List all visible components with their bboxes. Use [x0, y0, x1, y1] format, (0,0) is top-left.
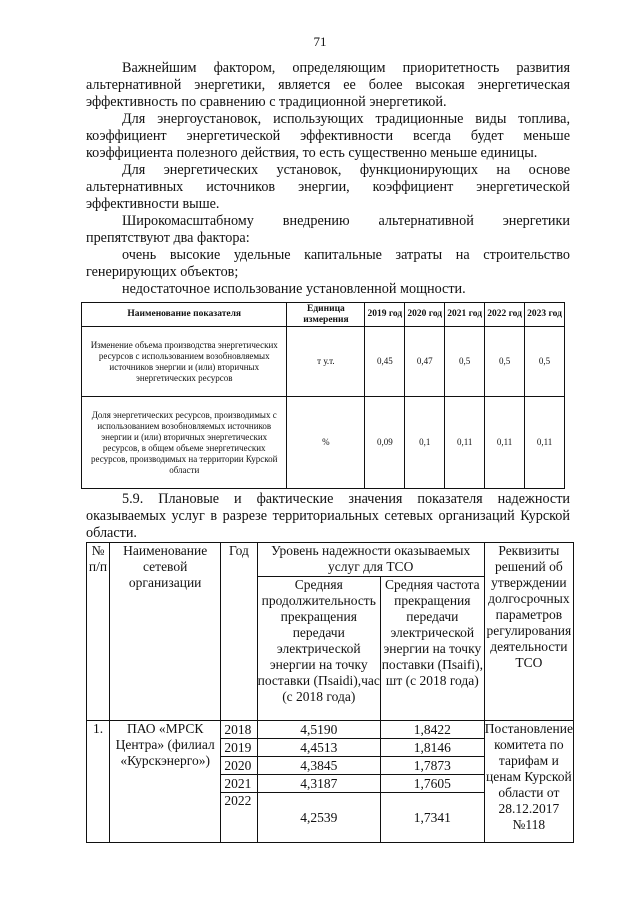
value-2019: 0,09	[365, 397, 405, 489]
year-cell: 2018	[221, 721, 257, 739]
year-cell: 2019	[221, 739, 257, 757]
factor-capital-costs: очень высокие удельные капитальные затраты на строительство генерирующих объектов;	[86, 247, 570, 280]
saidi-value: 4,3845	[257, 757, 380, 775]
value-2023: 0,5	[525, 327, 565, 397]
row-number: 1.	[87, 721, 110, 843]
table-row	[82, 397, 565, 489]
col-saifi: Средняя частота прекращения передачи электрической энергии на точку поставки (Пsaifi), шт (с 2018 года)	[380, 577, 484, 721]
col-reliability-level: Уровень надежности оказываемых услуг для ТСО	[257, 543, 484, 577]
value-2022: 0,5	[485, 327, 525, 397]
value-2021: 0,5	[445, 327, 485, 397]
value-2023: 0,11	[525, 397, 565, 489]
value-2020: 0,47	[405, 327, 445, 397]
col-organization: Наименование сетевой организации	[110, 543, 221, 721]
value-2021: 0,11	[445, 397, 485, 489]
saifi-value: 1,7605	[380, 775, 484, 793]
paragraph-alternative: Для энергетических установок, функционирующих на основе альтернативных источников энергии, коэффициент энергетической эффективности выше.	[86, 162, 570, 212]
organization-name: ПАО «МРСК Центра» (филиал «Курскэнерго»)	[110, 721, 221, 843]
col-year-2020: 2020 год	[405, 303, 445, 327]
col-year-2019: 2019 год	[365, 303, 405, 327]
col-number: № п/п	[87, 543, 110, 721]
saidi-value: 4,5190	[257, 721, 380, 739]
table-header-row	[82, 303, 565, 327]
requisites-text: Постановление комитета по тарифам и ценам Курской области от 28.12.2017 №118	[484, 721, 573, 843]
factors-intro-line2: препятствуют два фактора:	[86, 230, 250, 246]
col-requisites: Реквизиты решений об утверждении долгосрочных параметров регулирования деятельности ТСО	[484, 543, 573, 721]
year-cell: 2021	[221, 775, 257, 793]
indicator-name: Изменение объема производства энергетических ресурсов с использованием возобновляемых источников энергии и (или) вторичных энергетических ресурсов	[82, 327, 287, 397]
table-row	[87, 721, 574, 739]
saifi-value: 1,7873	[380, 757, 484, 775]
indicator-name: Доля энергетических ресурсов, производимых с использованием возобновляемых источников энергии и (или) вторичных энергетических ресурсов, в общем объеме энергетических ресурсов, производимых на территории Курской области	[82, 397, 287, 489]
reliability-table	[86, 542, 574, 843]
year-cell: 2020	[221, 757, 257, 775]
saidi-value: 4,2539	[257, 793, 380, 843]
paragraph-priority: Важнейшим фактором, определяющим приоритетность развития альтернативной энергетики, является ее более высокая энергетическая эффективность по сравнению с традиционной энергетикой.	[86, 60, 570, 110]
table-header-row	[87, 543, 574, 577]
saidi-value: 4,4513	[257, 739, 380, 757]
indicator-unit: %	[287, 397, 365, 489]
year-cell: 2022	[221, 793, 257, 843]
indicator-unit: т у.т.	[287, 327, 365, 397]
section-heading: 5.9. Плановые и фактические значения показателя надежности оказываемых услуг в разрезе территориальных сетевых организаций Курской области.	[86, 491, 570, 541]
factors-intro-line1: Широкомасштабному внедрению альтернативной энергетики	[122, 213, 570, 229]
col-saidi: Средняя продолжительность прекращения передачи электрической энергии на точку поставки (Пsaidi),час (с 2018 года)	[257, 577, 380, 721]
col-year-2022: 2022 год	[485, 303, 525, 327]
renewable-indicators-table	[81, 302, 565, 489]
saidi-value: 4,3187	[257, 775, 380, 793]
value-2019: 0,45	[365, 327, 405, 397]
col-year-2021: 2021 год	[445, 303, 485, 327]
value-2022: 0,11	[485, 397, 525, 489]
paragraph-traditional: Для энергоустановок, использующих традиционные виды топлива, коэффициент энергетической эффективности всегда будет меньше коэффициента полезного действия, то есть существенно меньше единицы.	[86, 111, 570, 161]
factor-capacity: недостаточное использование установленной мощности.	[122, 281, 466, 297]
saifi-value: 1,7341	[380, 793, 484, 843]
table-row	[82, 327, 565, 397]
page-number: 71	[313, 34, 327, 49]
saifi-value: 1,8422	[380, 721, 484, 739]
col-unit: Единица измерения	[287, 303, 365, 327]
value-2020: 0,1	[405, 397, 445, 489]
col-year: Год	[221, 543, 257, 721]
saifi-value: 1,8146	[380, 739, 484, 757]
col-year-2023: 2023 год	[525, 303, 565, 327]
col-indicator-name: Наименование показателя	[82, 303, 287, 327]
